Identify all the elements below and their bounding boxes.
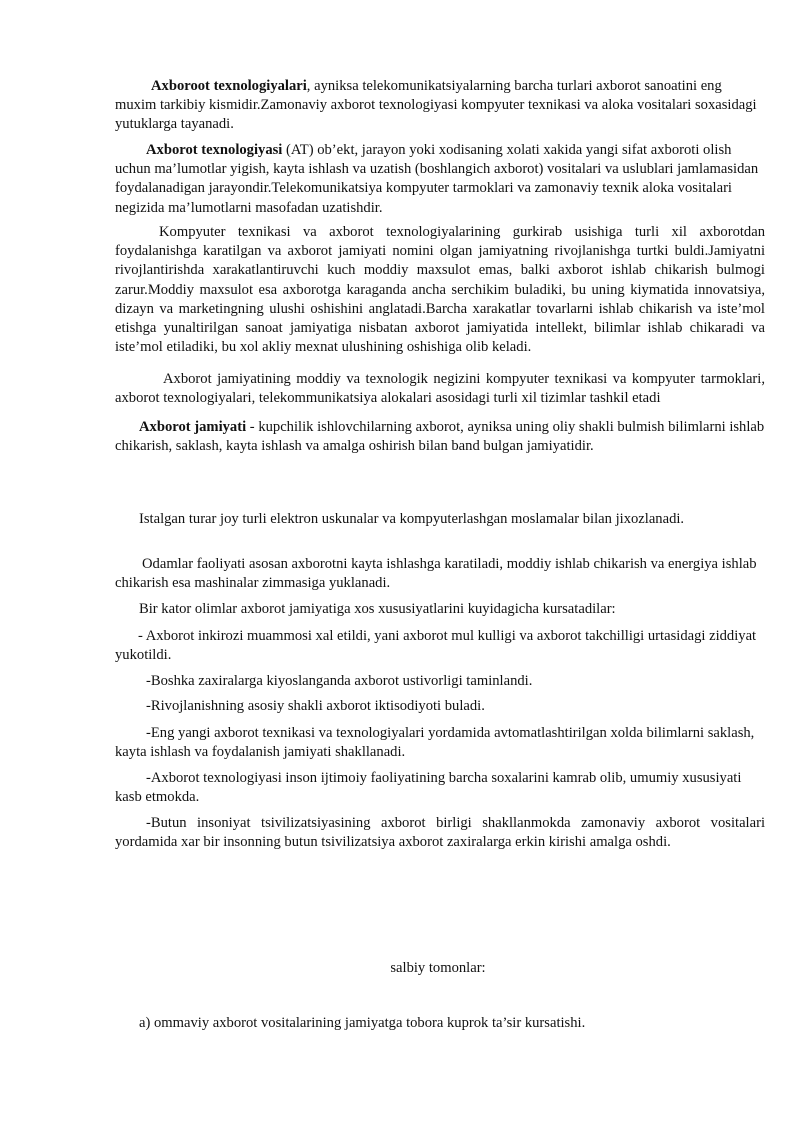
list-item-axborot-texnologiyasi-soxalar xyxy=(115,769,765,807)
paragraph-axborot-texnologiyalari xyxy=(115,77,765,135)
list-item-text: - Axborot inkirozi muammosi xal etildi, yani axborot mul kulligi va axborot takchilligi urtasidagi ziddiyat yukotildi. xyxy=(115,628,757,664)
section-heading-salbiy-tomonlar: salbiy tomonlar: xyxy=(390,960,486,976)
paragraph-kompyuter-texnikasi xyxy=(115,223,765,357)
paragraph-text: Kompyuter texnikasi va axborot texnologiyalarining gurkirab usishiga turli xil axborotdan foydalanishga karatilgan va axborot jamiyati nomini olgan jamiyatning rivojlanishga turtki buldi.Jamiyatni rivojlantirishda xarakatlantiruvchi kuch moddiy maxsulot emas, balki axborot ishlab chikarish bulmogi zarur.Moddiy maxsulot esa axborotga karaganda ancha serchikim buladiki, bu uning kiymatida innovatsiya, dizayn va marketingning ulushi oshishini anglatadi.Barcha xarakatlar tovarlarni ishlab chikarish va iste’mol etishga yunaltirilgan sanoat jamiyatiga nisbatan axborot jamiyatida intellekt, bilimlar ishlab chikaradi va iste’mol etiladiki, bu xol akliy mexnat ulushining oshishiga olib keladi. xyxy=(115,224,765,356)
paragraph-axborot-jamiyatining-negizi xyxy=(115,370,765,408)
paragraph-text: Axborot jamiyatining moddiy va texnologik negizini kompyuter texnikasi va kompyuter tarmoklari, axborot texnologiyalari, telekommunikatsiya alokalari asosidagi turli xil tizimlar tashkil etadi xyxy=(115,371,765,407)
paragraph-axborot-texnologiyasi-definition xyxy=(115,141,765,218)
term-axborot-texnologiyalari: Axboroot texnologiyalari xyxy=(151,78,307,94)
term-axborot-texnologiyasi: Axborot texnologiyasi xyxy=(146,142,283,158)
paragraph-istalgan-turar-joy xyxy=(115,510,765,529)
paragraph-olimlar-xususiyatlar xyxy=(115,600,765,619)
list-item-text: -Boshka zaxiralarga kiyoslanganda axborot ustivorligi taminlandi. xyxy=(146,673,533,689)
paragraph-text: Istalgan turar joy turli elektron uskunalar va kompyuterlashgan moslamalar bilan jixozlanadi. xyxy=(139,511,685,527)
paragraph-odamlar-faoliyati xyxy=(115,555,765,593)
list-item-text: -Axborot texnologiyasi inson ijtimoiy faoliyatining barcha soxalarini kamrab olib, umumiy xususiyati kasb etmokda. xyxy=(115,770,742,806)
term-axborot-jamiyati: Axborot jamiyati xyxy=(139,419,247,435)
list-item-eng-yangi-texnika xyxy=(115,724,765,762)
list-item-rivojlanish-shakli xyxy=(115,697,765,716)
list-item-text: -Eng yangi axborot texnikasi va texnologiyalari yordamida avtomatlashtirilgan xolda bilimlarni saklash, kayta ishlash va foydalanish jamiyati shakllanadi. xyxy=(115,725,755,761)
paragraph-text: Bir kator olimlar axborot jamiyatiga xos xususiyatlarini kuyidagicha kursatadilar: xyxy=(139,601,616,617)
list-item-a-ommaviy-axborot: a) ommaviy axborot vositalarining jamiyatga tobora kuprok ta’sir kursatishi. xyxy=(139,1015,586,1031)
paragraph-text: , ayniksa telekomunikatsiyalarning barcha turlari axborot sanoatini eng muxim tarkibiy kismidir.Zamonaviy axborot texnologiyasi kompyuter texnikasi va aloka vositalari soxasidagi yutuklarga tayanadi. xyxy=(115,78,757,133)
paragraph-text: Odamlar faoliyati asosan axborotni kayta ishlashga karatiladi, moddiy ishlab chikarish va energiya ishlab chikarish esa mashinalar zimmasiga yuklanadi. xyxy=(115,556,757,592)
list-item-boshka-zaxiralar xyxy=(115,672,765,691)
paragraph-text: (AT) ob’ekt, jarayon yoki xodisaning xolati xakida yangi sifat axboroti olish uchun ma’lumotlar yigish, kayta ishlash va uzatish (boshlangich axborot) vositalari va uslublari jamlamasidan foydalanadigan jarayondir.Telekomunikatsiya kompyuter tarmoklari va zamonaviy texnik aloka vositalari negizida ma’lumotlarni masofadan uzatishdir. xyxy=(115,142,759,216)
list-item-axborot-inkirozi xyxy=(115,627,765,665)
list-item-butun-insoniyat xyxy=(115,814,765,852)
list-item-text: -Rivojlanishning asosiy shakli axborot iktisodiyoti buladi. xyxy=(146,698,485,714)
paragraph-axborot-jamiyati-definition xyxy=(115,418,765,456)
paragraph-text: - kupchilik ishlovchilarning axborot, ayniksa uning oliy shakli bulmish bilimlarni ishlab chikarish, saklash, kayta ishlash va amalga oshirish bilan band bulgan jamiyatidir. xyxy=(115,419,765,455)
list-item-text: -Butun insoniyat tsivilizatsiyasining axborot birligi shakllanmokda zamonaviy axborot vositalari yordamida xar bir insonning butun tsivilizatsiya axborot zaxiralarga erkin kirishi amalga oshdi. xyxy=(115,815,765,851)
